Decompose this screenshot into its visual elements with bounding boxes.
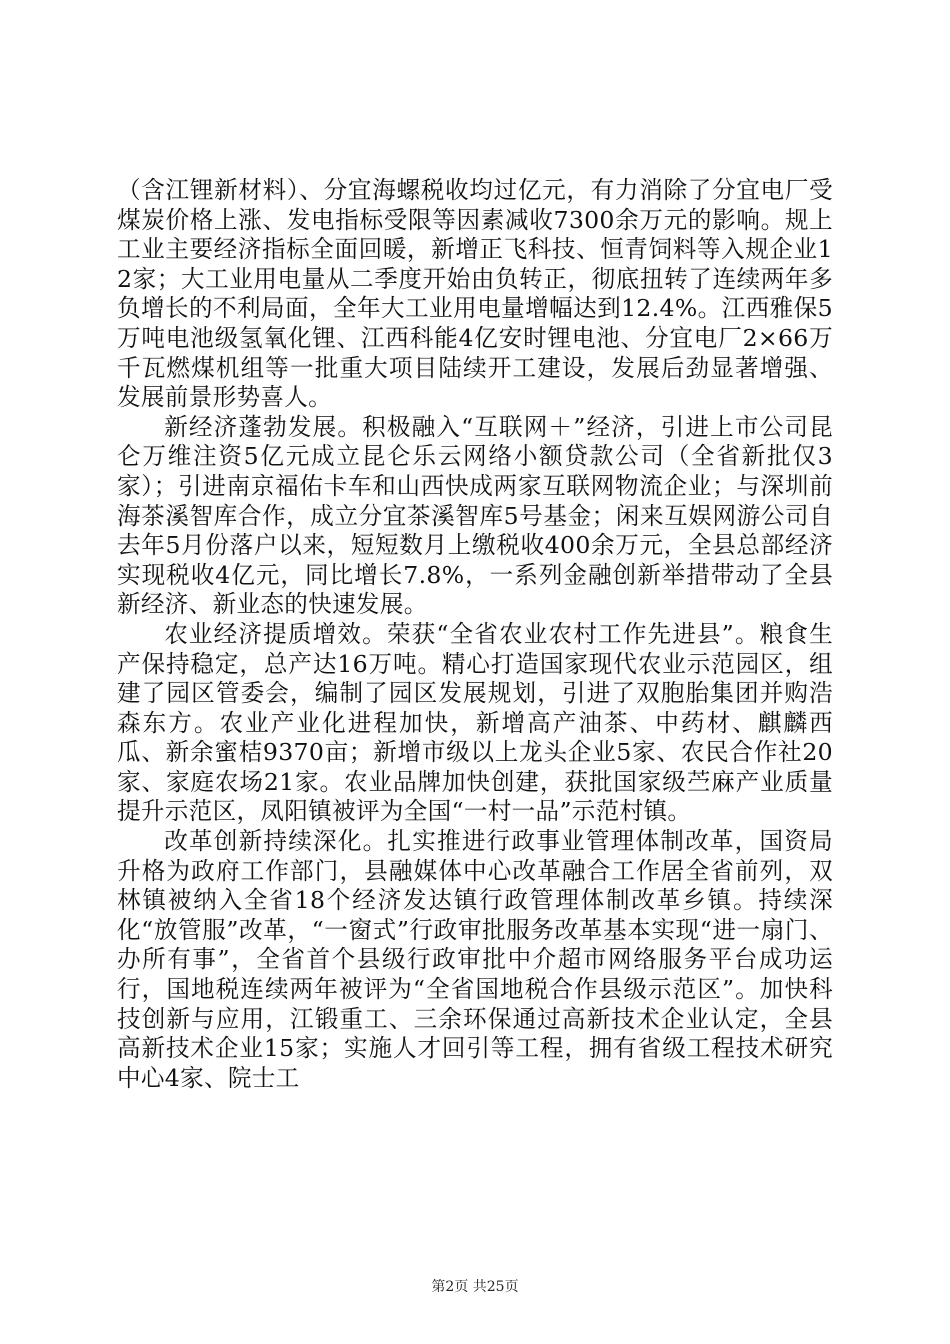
paragraph-industry: （含江锂新材料）、分宜海螺税收均过亿元，有力消除了分宜电厂受煤炭价格上涨、发电指标受限等因素减收7300余万元的影响。规上工业主要经济指标全面回暖，新增正飞科技、恒青饲料等入规企业12家；大工业用电量从二季度开始由负转正，彻底扭转了连续两年多负增长的不利局面，全年大工业用电量增幅达到12.4%。江西雅保5万吨电池级氢氧化锂、江西科能4亿安时锂电池、分宜电厂2×66万千瓦燃煤机组等一批重大项目陆续开工建设，发展后劲显著增强、发展前景形势喜人。 xyxy=(117,176,833,412)
paragraph-new-economy: 新经济蓬勃发展。积极融入“互联网＋”经济，引进上市公司昆仑万维注资5亿元成立昆仑乐云网络小额贷款公司（全省新批仅3家）；引进南京福佑卡车和山西快成两家互联网物流企业；与深圳前海茶溪智库合作，成立分宜茶溪智库5号基金；闲来互娱网游公司自去年5月份落户以来，短短数月上缴税收400余万元，全县总部经济实现税收4亿元，同比增长7.8%，一系列金融创新举措带动了全县新经济、新业态的快速发展。 xyxy=(117,412,833,619)
paragraph-agriculture: 农业经济提质增效。荣获“全省农业农村工作先进县”。粮食生产保持稳定，总产达16万吨。精心打造国家现代农业示范园区，组建了园区管委会，编制了园区发展规划，引进了双胞胎集团并购浩森东方。农业产业化进程加快，新增高产油茶、中药材、麒麟西瓜、新余蜜桔9370亩；新增市级以上龙头企业5家、农民合作社20家、家庭农场21家。农业品牌加快创建，获批国家级苎麻产业质量提升示范区，凤阳镇被评为全国“一村一品”示范村镇。 xyxy=(117,619,833,826)
page-footer: 第2页 共25页 xyxy=(431,1279,519,1295)
paragraph-reform: 改革创新持续深化。扎实推进行政事业管理体制改革，国资局升格为政府工作部门，县融媒体中心改革融合工作居全省前列，双林镇被纳入全省18个经济发达镇行政管理体制改革乡镇。持续深化“放管服”改革，“一窗式”行政审批服务改革基本实现“进一扇门、办所有事”，全省首个县级行政审批中介超市网络服务平台成功运行，国地税连续两年被评为“全省国地税合作县级示范区”。加快科技创新与应用，江锻重工、三余环保通过高新技术企业认定，全县高新技术企业15家；实施人才回引等工程，拥有省级工程技术研究中心4家、院士工 xyxy=(117,827,833,1092)
document-body xyxy=(117,176,833,1093)
